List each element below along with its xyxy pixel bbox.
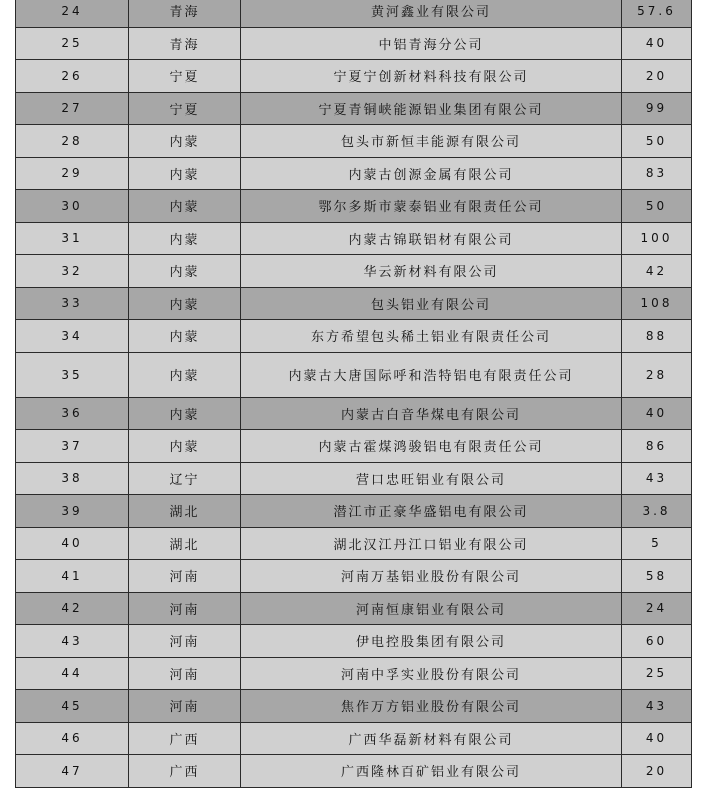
table-row (16, 722, 692, 755)
province-cell: 河南 (129, 657, 241, 690)
province-cell: 青海 (129, 0, 241, 27)
capacity-value-cell: 40 (622, 397, 692, 430)
capacity-value-cell: 20 (622, 60, 692, 93)
province-cell: 内蒙 (129, 222, 241, 255)
province-cell: 内蒙 (129, 255, 241, 288)
capacity-value-cell: 40 (622, 27, 692, 60)
row-number-cell: 26 (16, 60, 129, 93)
company-name-cell: 内蒙古霍煤鸿骏铝电有限责任公司 (241, 430, 622, 463)
table-row (16, 690, 692, 723)
capacity-value-cell: 5 (622, 527, 692, 560)
row-number-cell: 28 (16, 125, 129, 158)
row-number-cell: 43 (16, 625, 129, 658)
company-name-cell: 包头市新恒丰能源有限公司 (241, 125, 622, 158)
table-row (16, 190, 692, 223)
table-row (16, 60, 692, 93)
row-number-cell: 45 (16, 690, 129, 723)
table-row (16, 430, 692, 463)
table-body (16, 0, 692, 787)
capacity-value-cell: 50 (622, 125, 692, 158)
capacity-value-cell: 25 (622, 657, 692, 690)
company-name-cell: 潜江市正豪华盛铝电有限公司 (241, 495, 622, 528)
table-row (16, 320, 692, 353)
company-name-cell: 广西华磊新材料有限公司 (241, 722, 622, 755)
province-cell: 内蒙 (129, 320, 241, 353)
capacity-value-cell: 50 (622, 190, 692, 223)
row-number-cell: 47 (16, 755, 129, 788)
table-row (16, 592, 692, 625)
table-row (16, 0, 692, 27)
province-cell: 宁夏 (129, 92, 241, 125)
province-cell: 内蒙 (129, 397, 241, 430)
province-cell: 河南 (129, 560, 241, 593)
province-cell: 内蒙 (129, 157, 241, 190)
table-row (16, 287, 692, 320)
province-cell: 河南 (129, 592, 241, 625)
province-cell: 河南 (129, 690, 241, 723)
province-cell: 湖北 (129, 495, 241, 528)
province-cell: 宁夏 (129, 60, 241, 93)
company-name-cell: 内蒙古创源金属有限公司 (241, 157, 622, 190)
province-cell: 广西 (129, 722, 241, 755)
capacity-value-cell: 24 (622, 592, 692, 625)
table-row (16, 125, 692, 158)
company-name-cell: 广西隆林百矿铝业有限公司 (241, 755, 622, 788)
capacity-value-cell: 40 (622, 722, 692, 755)
company-name-cell: 内蒙古锦联铝材有限公司 (241, 222, 622, 255)
province-cell: 内蒙 (129, 125, 241, 158)
company-name-cell: 华云新材料有限公司 (241, 255, 622, 288)
row-number-cell: 29 (16, 157, 129, 190)
capacity-value-cell: 3.8 (622, 495, 692, 528)
row-number-cell: 27 (16, 92, 129, 125)
table-row (16, 92, 692, 125)
row-number-cell: 42 (16, 592, 129, 625)
table-row (16, 255, 692, 288)
company-name-cell: 伊电控股集团有限公司 (241, 625, 622, 658)
capacity-value-cell: 57.6 (622, 0, 692, 27)
table-row (16, 657, 692, 690)
capacity-value-cell: 28 (622, 352, 692, 397)
row-number-cell: 24 (16, 0, 129, 27)
row-number-cell: 35 (16, 352, 129, 397)
company-name-cell: 包头铝业有限公司 (241, 287, 622, 320)
table-row (16, 527, 692, 560)
province-cell: 河南 (129, 625, 241, 658)
province-cell: 湖北 (129, 527, 241, 560)
province-cell: 内蒙 (129, 190, 241, 223)
row-number-cell: 44 (16, 657, 129, 690)
province-cell: 广西 (129, 755, 241, 788)
row-number-cell: 38 (16, 462, 129, 495)
company-name-cell: 宁夏宁创新材料科技有限公司 (241, 60, 622, 93)
company-name-cell: 内蒙古大唐国际呼和浩特铝电有限责任公司 (241, 352, 622, 397)
row-number-cell: 40 (16, 527, 129, 560)
table-row (16, 560, 692, 593)
row-number-cell: 46 (16, 722, 129, 755)
company-name-cell: 河南中孚实业股份有限公司 (241, 657, 622, 690)
table-row (16, 462, 692, 495)
row-number-cell: 31 (16, 222, 129, 255)
row-number-cell: 39 (16, 495, 129, 528)
table-row (16, 397, 692, 430)
company-name-cell: 河南恒康铝业有限公司 (241, 592, 622, 625)
company-name-cell: 湖北汉江丹江口铝业有限公司 (241, 527, 622, 560)
capacity-value-cell: 42 (622, 255, 692, 288)
row-number-cell: 37 (16, 430, 129, 463)
capacity-value-cell: 100 (622, 222, 692, 255)
company-name-cell: 焦作万方铝业股份有限公司 (241, 690, 622, 723)
table-row (16, 352, 692, 397)
row-number-cell: 36 (16, 397, 129, 430)
capacity-value-cell: 99 (622, 92, 692, 125)
capacity-value-cell: 58 (622, 560, 692, 593)
row-number-cell: 30 (16, 190, 129, 223)
province-cell: 辽宁 (129, 462, 241, 495)
table-row (16, 157, 692, 190)
row-number-cell: 41 (16, 560, 129, 593)
capacity-value-cell: 83 (622, 157, 692, 190)
company-name-cell: 河南万基铝业股份有限公司 (241, 560, 622, 593)
capacity-value-cell: 108 (622, 287, 692, 320)
row-number-cell: 32 (16, 255, 129, 288)
company-name-cell: 营口忠旺铝业有限公司 (241, 462, 622, 495)
company-name-cell: 中铝青海分公司 (241, 27, 622, 60)
capacity-value-cell: 88 (622, 320, 692, 353)
table-row (16, 27, 692, 60)
table-row (16, 755, 692, 788)
province-cell: 青海 (129, 27, 241, 60)
company-name-cell: 内蒙古白音华煤电有限公司 (241, 397, 622, 430)
company-name-cell: 黄河鑫业有限公司 (241, 0, 622, 27)
company-name-cell: 东方希望包头稀土铝业有限责任公司 (241, 320, 622, 353)
capacity-value-cell: 20 (622, 755, 692, 788)
capacity-value-cell: 43 (622, 462, 692, 495)
smelter-capacity-table (15, 0, 692, 788)
table-row (16, 222, 692, 255)
table-row (16, 495, 692, 528)
province-cell: 内蒙 (129, 430, 241, 463)
province-cell: 内蒙 (129, 352, 241, 397)
capacity-value-cell: 43 (622, 690, 692, 723)
capacity-value-cell: 86 (622, 430, 692, 463)
company-name-cell: 宁夏青铜峡能源铝业集团有限公司 (241, 92, 622, 125)
table-row (16, 625, 692, 658)
province-cell: 内蒙 (129, 287, 241, 320)
capacity-value-cell: 60 (622, 625, 692, 658)
row-number-cell: 25 (16, 27, 129, 60)
row-number-cell: 34 (16, 320, 129, 353)
company-name-cell: 鄂尔多斯市蒙泰铝业有限责任公司 (241, 190, 622, 223)
row-number-cell: 33 (16, 287, 129, 320)
